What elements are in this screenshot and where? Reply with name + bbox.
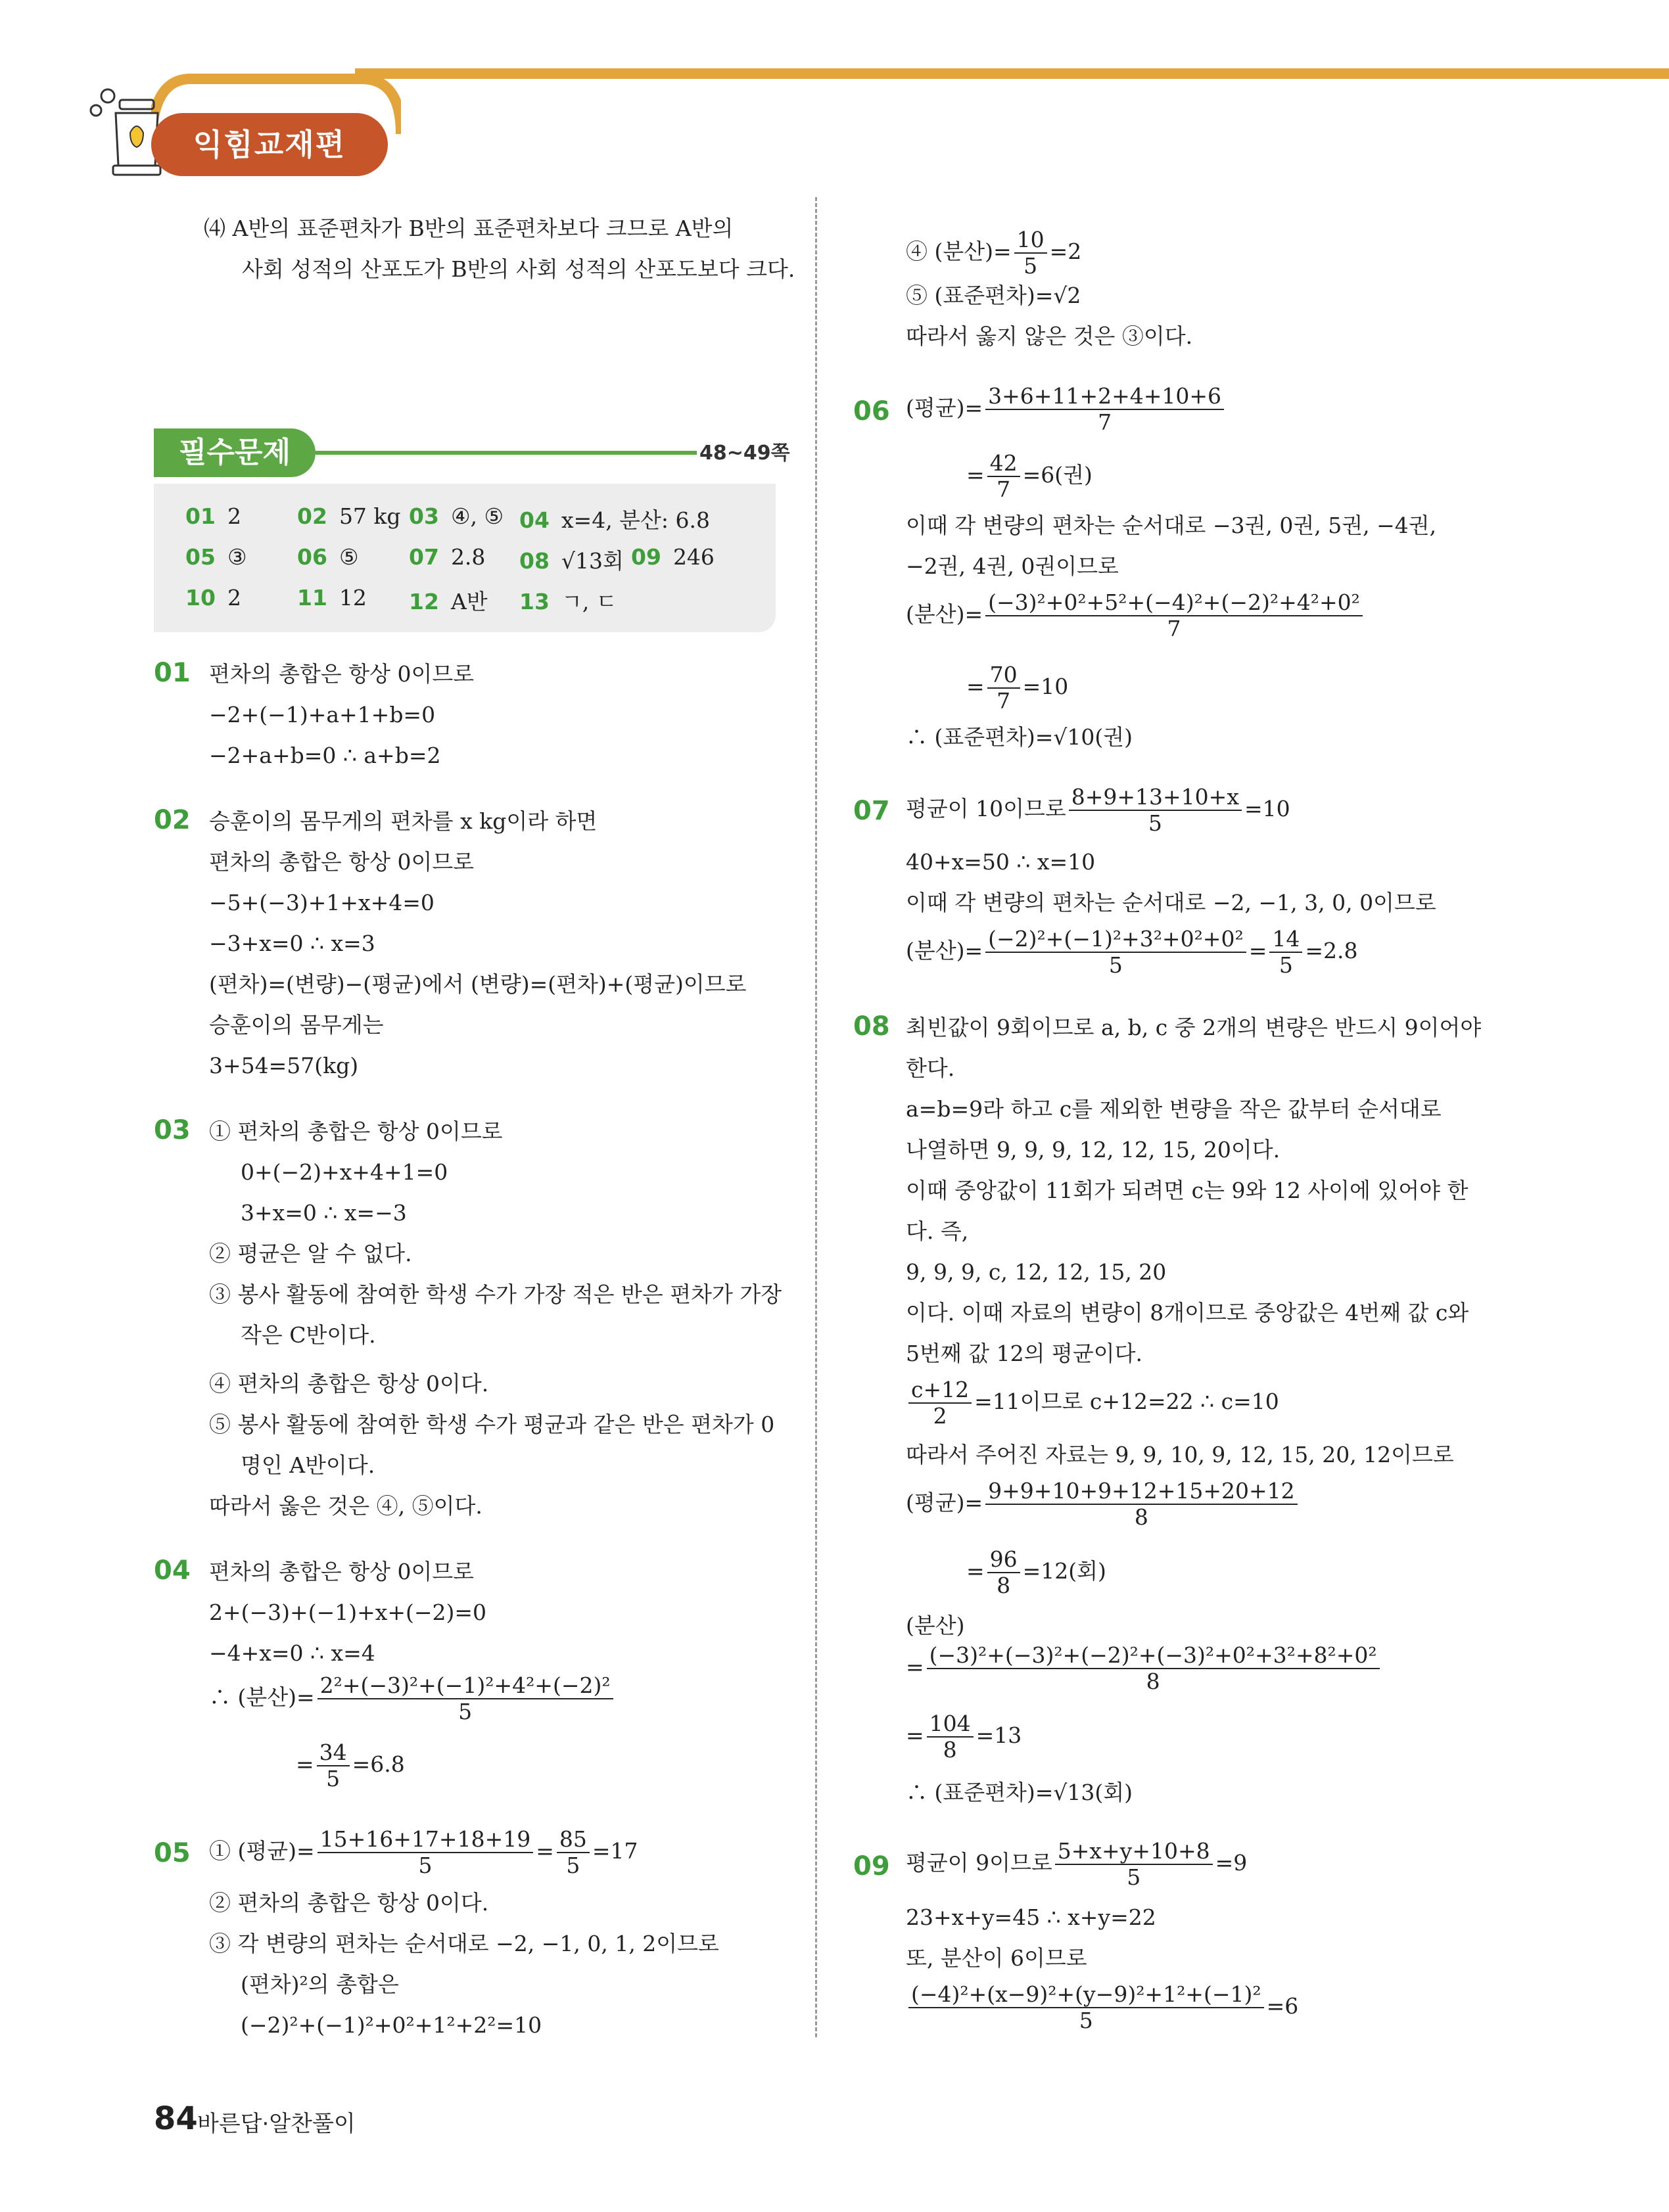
- solution-line: 다. 즉,: [906, 1218, 969, 1244]
- column-divider: [815, 197, 817, 2037]
- solution-line: 평균이 10이므로 $\frac{8+9+13+10+x}{5}$ =10: [906, 784, 1290, 836]
- solution-line: 9, 9, 9, c, 12, 12, 15, 20: [906, 1259, 1167, 1285]
- answer-item: 05 ③: [185, 544, 247, 570]
- fraction: $\frac{15+16+17+18+19}{5}$: [317, 1827, 534, 1878]
- essential-pages: 48~49쪽: [699, 442, 790, 465]
- answer-item: 07 2.8: [409, 544, 486, 570]
- solution-line: (편차)²의 총합은: [241, 1971, 399, 1997]
- solution-line: 편차의 총합은 항상 0이므로: [209, 1559, 475, 1584]
- fraction: $\frac{c+12}{2}$: [908, 1377, 972, 1429]
- solution-line: 이때 각 변량의 편차는 순서대로 −3권, 0권, 5권, −4권,: [906, 513, 1437, 538]
- solution-line: $\frac{\text{(−4)²+(x−9)²+(y−9)²+1²+(−1)²}}{5}$ =6: [906, 1982, 1298, 2033]
- solution-line: −4+x=0 ∴ x=4: [209, 1640, 375, 1666]
- solution-line: ② 평균은 알 수 없다.: [209, 1241, 412, 1266]
- solution-line: (−2)²+(−1)²+0²+1²+2²=10: [241, 2012, 542, 2038]
- solution-line: 이다. 이때 자료의 변량이 8개이므로 중앙값은 4번째 값 c와: [906, 1300, 1469, 1325]
- fraction: $\frac{5+x+y+10+8}{5}$: [1055, 1839, 1213, 1890]
- essential-rule: [316, 451, 697, 455]
- fraction: $\frac{96}{8}$: [987, 1547, 1020, 1598]
- solution-line: 따라서 옳은 것은 ④, ⑤이다.: [209, 1493, 482, 1519]
- fraction: $\frac{\text{2²+(−3)²+(−1)²+4²+(−2)²}}{5}$: [317, 1673, 613, 1724]
- problem-number: 08: [853, 1011, 890, 1042]
- solution-line: 0+(−2)+x+4+1=0: [241, 1159, 448, 1185]
- page-number: 84: [154, 2100, 198, 2137]
- solution-line: 명인 A반이다.: [241, 1452, 375, 1478]
- fraction: $\frac{10}{5}$: [1014, 227, 1047, 279]
- solution-line: 최빈값이 9회이므로 a, b, c 중 2개의 변량은 반드시 9이어야: [906, 1015, 1482, 1040]
- essential-title: 필수문제: [154, 428, 316, 477]
- solution-line: ④ 편차의 총합은 항상 0이다.: [209, 1371, 489, 1396]
- answer-item: 01 2: [185, 503, 241, 529]
- fraction: $\frac{\text{(−3)²+(−3)²+(−2)²+(−3)²+0²+3²+8²+0²}}{8}$: [927, 1643, 1380, 1694]
- solution-line: 이때 중앙값이 11회가 되려면 c는 9와 12 사이에 있어야 한: [906, 1178, 1469, 1203]
- solution-line: 나열하면 9, 9, 9, 12, 12, 15, 20이다.: [906, 1137, 1281, 1163]
- solution-line: 한다.: [906, 1055, 955, 1081]
- solution-line: −5+(−3)+1+x+4=0: [209, 890, 435, 915]
- solution-line: 편차의 총합은 항상 0이므로: [209, 661, 475, 687]
- solution-line: (분산)= $\frac{\text{(−2)²+(−1)²+3²+0²+0²}}{5}$ = $\frac{14}{5}$ =2.8: [906, 926, 1358, 978]
- solution-line: ⑤ (표준편차)=√2: [906, 283, 1081, 308]
- fraction: $\frac{8+9+13+10+x}{5}$: [1069, 785, 1242, 836]
- solution-line: ⑤ 봉사 활동에 참여한 학생 수가 평균과 같은 반은 편차가 0: [209, 1412, 775, 1437]
- problem-number: 01: [154, 658, 191, 688]
- header-rule: [355, 68, 1669, 79]
- fraction: $\frac{3+6+11+2+4+10+6}{7}$: [985, 384, 1224, 435]
- fraction: $\frac{70}{7}$: [987, 662, 1020, 714]
- problem-number: 03: [154, 1115, 191, 1145]
- problem-number: 02: [154, 805, 191, 835]
- solution-line: −2권, 4권, 0권이므로: [906, 553, 1119, 579]
- fraction: $\frac{42}{7}$: [987, 451, 1020, 502]
- footer-title: 바른답·알찬풀이: [197, 2111, 356, 2137]
- solution-line: ∴ (표준편차)=√10(권): [906, 724, 1133, 750]
- fraction: $\frac{34}{5}$: [317, 1740, 350, 1791]
- solution-line: ③ 각 변량의 편차는 순서대로 −2, −1, 0, 1, 2이므로: [209, 1931, 719, 1956]
- solution-line: −3+x=0 ∴ x=3: [209, 931, 375, 956]
- fraction: $\frac{14}{5}$: [1269, 927, 1302, 978]
- solution-line: 40+x=50 ∴ x=10: [906, 849, 1096, 875]
- problem-number: 07: [853, 796, 890, 826]
- solution-line: (평균)= $\frac{9+9+10+9+12+15+20+12}{8}$: [906, 1479, 1300, 1530]
- answer-item: 03 ④, ⑤: [409, 503, 504, 529]
- solution-line: 작은 C반이다.: [241, 1322, 376, 1348]
- problem-number: 05: [154, 1838, 191, 1868]
- solution-line: a=b=9라 하고 c를 제외한 변량을 작은 값부터 순서대로: [906, 1096, 1442, 1122]
- solution-line: ∴ (분산)= $\frac{\text{2²+(−3)²+(−1)²+4²+(−2)²}}{5}$: [209, 1673, 616, 1724]
- solution-line: 승훈이의 몸무게의 편차를 x kg이라 하면: [209, 808, 598, 834]
- solution-line: 5번째 값 12의 평균이다.: [906, 1341, 1142, 1366]
- fraction: $\frac{104}{8}$: [927, 1711, 974, 1763]
- answer-item: 04 x=4, 분산: 6.8: [519, 507, 711, 533]
- solution-line: = $\frac{\text{(−3)²+(−3)²+(−2)²+(−3)²+0²+3²+8²+0²}}{8}$: [906, 1643, 1382, 1694]
- solution-line: (편차)=(변량)−(평균)에서 (변량)=(편차)+(평균)이므로: [209, 971, 747, 997]
- fraction: $\frac{85}{5}$: [557, 1827, 590, 1878]
- solution-line: 평균이 9이므로 $\frac{5+x+y+10+8}{5}$ =9: [906, 1838, 1248, 1890]
- solution-line: (분산): [906, 1613, 965, 1638]
- solution-line: = $\frac{70}{7}$ =10: [966, 662, 1069, 714]
- solution-line: 3+54=57(kg): [209, 1053, 359, 1078]
- fraction: $\frac{9+9+10+9+12+15+20+12}{8}$: [985, 1479, 1298, 1530]
- answer-item: 09 246: [631, 544, 715, 570]
- solution-line: = $\frac{96}{8}$ =12(회): [966, 1546, 1106, 1598]
- solution-line: = $\frac{34}{5}$ =6.8: [296, 1740, 405, 1791]
- solution-line: 따라서 옳지 않은 것은 ③이다.: [906, 323, 1193, 349]
- solution-line: 이때 각 변량의 편차는 순서대로 −2, −1, 3, 0, 0이므로: [906, 890, 1436, 915]
- solution-line: (분산)= $\frac{\text{(−3)²+0²+5²+(−4)²+(−2)²+4²+0²}}{7}$: [906, 590, 1365, 641]
- solution-line: (평균)= $\frac{3+6+11+2+4+10+6}{7}$: [906, 384, 1227, 435]
- answer-item: 11 12: [297, 585, 367, 611]
- solution-line: ∴ (표준편차)=√13(회): [906, 1780, 1133, 1805]
- answer-item: 12 A반: [409, 589, 488, 614]
- solution-line: 2+(−3)+(−1)+x+(−2)=0: [209, 1600, 487, 1625]
- solution-line: = $\frac{42}{7}$ =6(권): [966, 450, 1093, 502]
- solution-line: ① 편차의 총합은 항상 0이므로: [209, 1118, 503, 1144]
- intro-line-1: ⑷ A반의 표준편차가 B반의 표준편차보다 크므로 A반의: [204, 216, 734, 241]
- solution-line: −2+a+b=0 ∴ a+b=2: [209, 743, 441, 768]
- solution-line: 따라서 주어진 자료는 9, 9, 10, 9, 12, 15, 20, 12이므로: [906, 1442, 1454, 1467]
- answer-item: 06 ⑤: [297, 544, 359, 570]
- solution-line: 편차의 총합은 항상 0이므로: [209, 849, 475, 875]
- solution-line: $\frac{c+12}{2}$ =11이므로 c+12=22 ∴ c=10: [906, 1377, 1279, 1429]
- solution-line: = $\frac{104}{8}$ =13: [906, 1711, 1022, 1763]
- fraction: $\frac{\text{(−3)²+0²+5²+(−4)²+(−2)²+4²+0²}}{7}$: [985, 590, 1363, 641]
- solution-line: ① (평균)= $\frac{15+16+17+18+19}{5}$ = $\frac{85}{5}$ =17: [209, 1826, 638, 1878]
- answer-item: 08 √13회: [519, 548, 624, 574]
- fraction: $\frac{\text{(−2)²+(−1)²+3²+0²+0²}}{5}$: [985, 927, 1246, 978]
- solution-line: 3+x=0 ∴ x=−3: [241, 1200, 407, 1226]
- solution-line: ③ 봉사 활동에 참여한 학생 수가 가장 적은 반은 편차가 가장: [209, 1281, 782, 1307]
- solution-line: ④ (분산)= $\frac{10}{5}$ =2: [906, 227, 1082, 279]
- problem-number: 06: [853, 396, 890, 426]
- solution-line: 23+x+y=45 ∴ x+y=22: [906, 1904, 1156, 1930]
- solution-line: ② 편차의 총합은 항상 0이다.: [209, 1890, 489, 1916]
- answer-item: 13 ㄱ, ㄷ: [519, 589, 617, 614]
- fraction: $\frac{\text{(−4)²+(x−9)²+(y−9)²+1²+(−1)²}}{5}$: [908, 1982, 1264, 2033]
- solution-line: 승훈이의 몸무게는: [209, 1012, 384, 1038]
- solution-line: −2+(−1)+a+1+b=0: [209, 702, 436, 727]
- answer-item: 02 57 kg: [297, 503, 401, 529]
- problem-number: 09: [853, 1851, 890, 1881]
- section-badge: 익힘교재편: [151, 113, 388, 176]
- problem-number: 04: [154, 1555, 191, 1586]
- solution-line: 또, 분산이 6이므로: [906, 1945, 1087, 1971]
- answer-item: 10 2: [185, 585, 241, 611]
- intro-line-2: 사회 성적의 산포도가 B반의 사회 성적의 산포도보다 크다.: [242, 256, 795, 282]
